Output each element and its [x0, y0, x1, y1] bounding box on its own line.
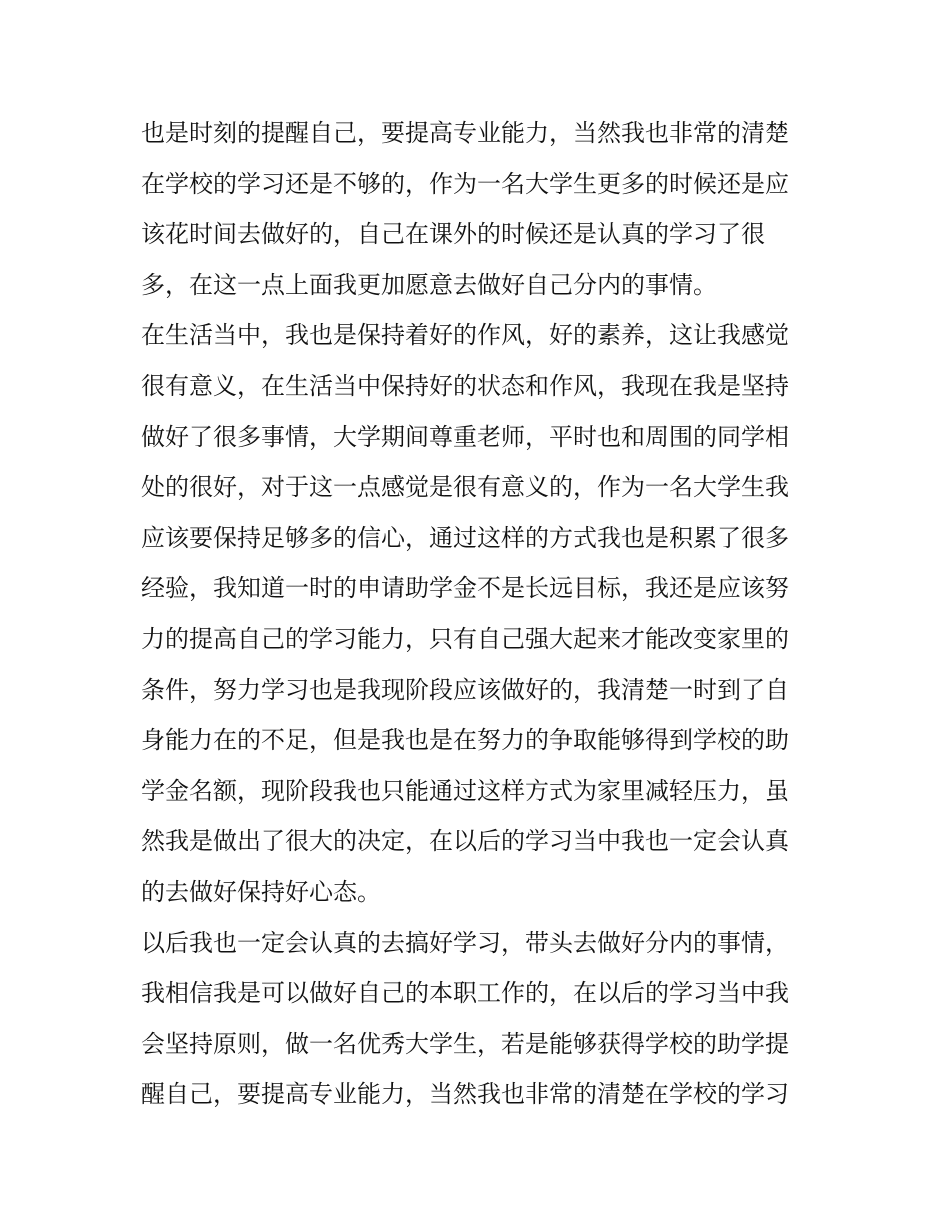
text-line: 的去做好保持好心态。	[141, 877, 381, 906]
text-line: 力的提高自己的学习能力，只有自己强大起来才能改变家里的	[141, 624, 789, 653]
text-line: 然我是做出了很大的决定，在以后的学习当中我也一定会认真	[141, 827, 789, 856]
text-line: 条件，努力学习也是我现阶段应该做好的，我清楚一时到了自	[141, 675, 789, 704]
text-line: 身能力在的不足，但是我也是在努力的争取能够得到学校的助	[141, 726, 789, 755]
text-line: 醒自己，要提高专业能力，当然我也非常的清楚在学校的学习	[141, 1080, 789, 1109]
document-body	[141, 108, 821, 1120]
text-line: 以后我也一定会认真的去搞好学习，带头去做好分内的事情，	[141, 928, 789, 957]
text-line: 该花时间去做好的，自己在课外的时候还是认真的学习了很	[141, 220, 765, 249]
text-line: 会坚持原则，做一名优秀大学生，若是能够获得学校的助学提	[141, 1029, 789, 1058]
text-line: 多，在这一点上面我更加愿意去做好自己分内的事情。	[141, 270, 717, 299]
text-line: 在生活当中，我也是保持着好的作风，好的素养，这让我感觉	[141, 321, 789, 350]
text-line: 应该要保持足够多的信心，通过这样的方式我也是积累了很多	[141, 523, 789, 552]
text-line: 我相信我是可以做好自己的本职工作的，在以后的学习当中我	[141, 979, 789, 1008]
text-line: 很有意义，在生活当中保持好的状态和作风，我现在我是坚持	[141, 371, 789, 400]
text-line: 经验，我知道一时的申请助学金不是长远目标，我还是应该努	[141, 574, 789, 603]
text-line: 做好了很多事情，大学期间尊重老师，平时也和周围的同学相	[141, 422, 789, 451]
text-line: 学金名额，现阶段我也只能通过这样方式为家里减轻压力，虽	[141, 776, 789, 805]
text-line: 在学校的学习还是不够的，作为一名大学生更多的时候还是应	[141, 169, 789, 198]
text-line: 处的很好，对于这一点感觉是很有意义的，作为一名大学生我	[141, 473, 789, 502]
text-line: 也是时刻的提醒自己，要提高专业能力，当然我也非常的清楚	[141, 119, 789, 147]
